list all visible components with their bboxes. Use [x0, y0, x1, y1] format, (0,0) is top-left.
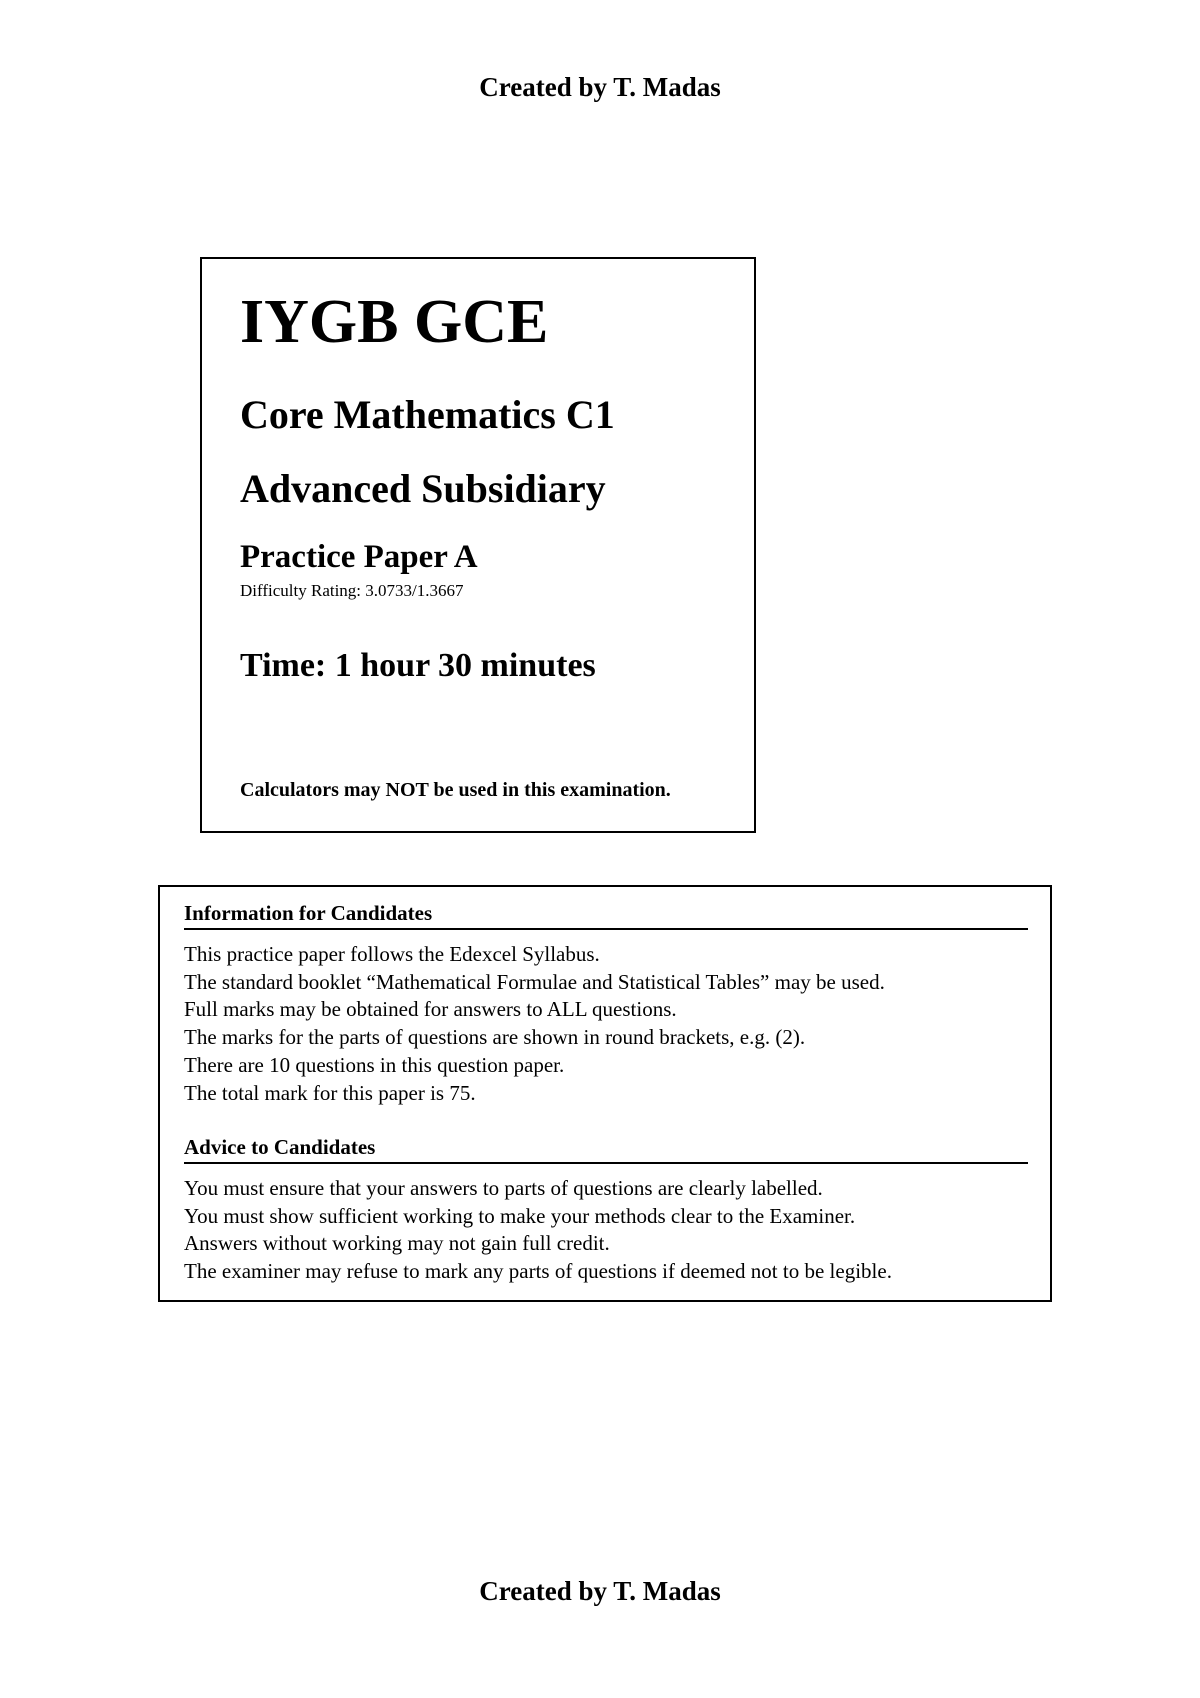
information-item: The marks for the parts of questions are shown in round brackets, e.g. (2). [184, 1025, 806, 1050]
information-item: The standard booklet “Mathematical Formulae and Statistical Tables” may be used. [184, 969, 885, 994]
information-list [184, 941, 1034, 1107]
title-box [200, 257, 756, 833]
candidate-info-box [158, 885, 1052, 1302]
information-item: This practice paper follows the Edexcel Syllabus. [184, 942, 600, 966]
information-heading: Information for Candidates [184, 901, 1028, 930]
time-allowed: Time: 1 hour 30 minutes [240, 647, 596, 684]
advice-item: You must show sufficient working to make your methods clear to the Examiner. [184, 1203, 856, 1228]
information-item: The total mark for this paper is 75. [184, 1080, 476, 1105]
difficulty-rating: Difficulty Rating: 3.0733/1.3667 [240, 581, 464, 600]
footer-credit: Created by T. Madas [479, 1576, 721, 1606]
calculator-note: Calculators may NOT be used in this examination. [240, 779, 671, 801]
header-credit: Created by T. Madas [479, 72, 721, 102]
advice-item: You must ensure that your answers to parts of questions are clearly labelled. [184, 1176, 823, 1200]
advice-item: Answers without working may not gain full credit. [184, 1231, 610, 1256]
subject-title: Core Mathematics C1 [240, 392, 615, 437]
level-title: Advanced Subsidiary [240, 466, 606, 511]
information-item: There are 10 questions in this question paper. [184, 1052, 565, 1077]
paper-title: Practice Paper A [240, 539, 478, 575]
information-item: Full marks may be obtained for answers to ALL questions. [184, 997, 677, 1022]
advice-heading: Advice to Candidates [184, 1135, 1028, 1164]
exam-board-title: IYGB GCE [240, 288, 549, 356]
advice-list [184, 1175, 1034, 1286]
advice-item: The examiner may refuse to mark any parts of questions if deemed not to be legible. [184, 1259, 892, 1284]
